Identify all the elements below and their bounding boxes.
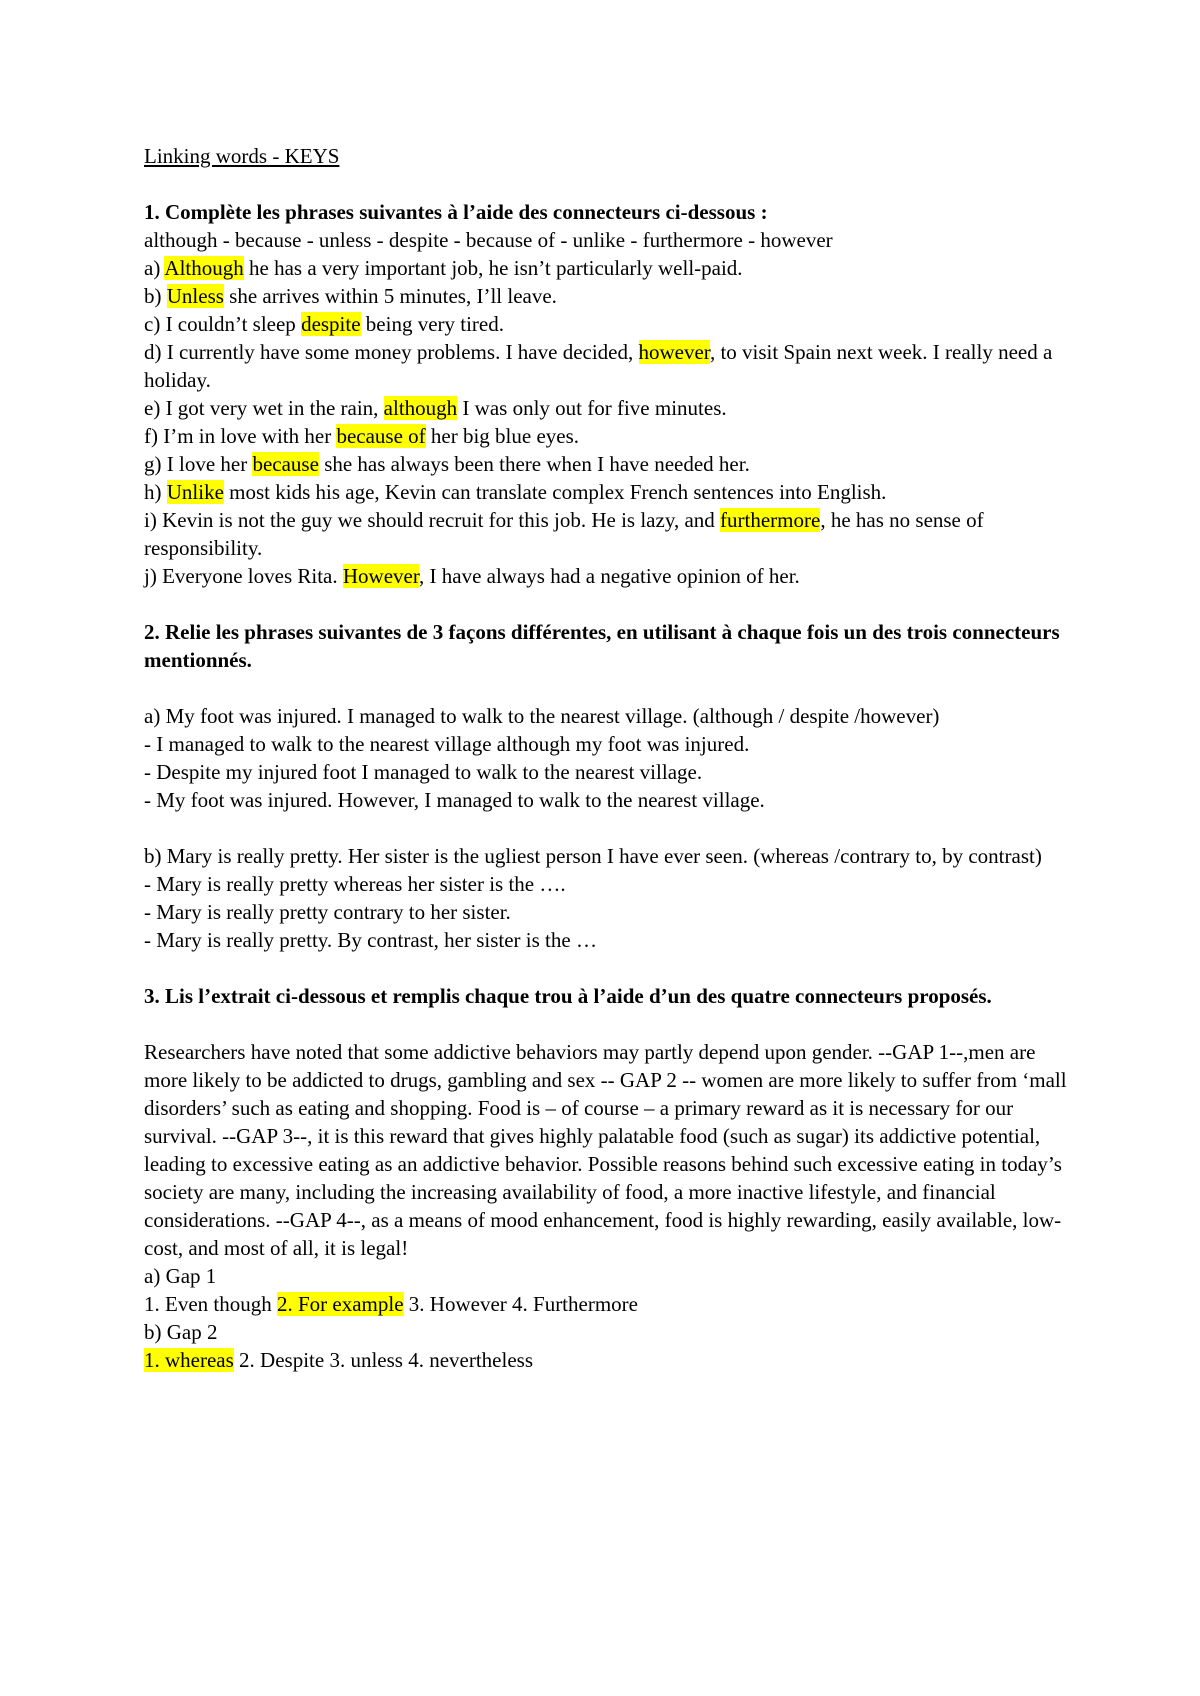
answer-j: j) Everyone loves Rita. However, I have always had a negative opinion of her. bbox=[144, 564, 800, 588]
connector-list: although - because - unless - despite - because of - unlike - furthermore - however bbox=[144, 228, 833, 252]
exercise-3 bbox=[144, 982, 1070, 1374]
exercise-1 bbox=[144, 198, 1070, 590]
exercise-1-answers bbox=[144, 254, 1070, 590]
exercise-2b bbox=[144, 842, 1070, 954]
exercise-2b-prompt: b) Mary is really pretty. Her sister is the ugliest person I have ever seen. (whereas /contrary to, by contrast) bbox=[144, 844, 1042, 868]
exercise-2 bbox=[144, 618, 1070, 954]
gap-2-options: 1. whereas 2. Despite 3. unless 4. nevertheless bbox=[144, 1348, 533, 1372]
answer-a: a) Although he has a very important job, he isn’t particularly well-paid. bbox=[144, 256, 743, 280]
answer-i: i) Kevin is not the guy we should recruit for this job. He is lazy, and furthermore, he has no sense of responsibility. bbox=[144, 508, 989, 560]
answer-g: g) I love her because she has always been there when I have needed her. bbox=[144, 452, 750, 476]
exercise-2-heading: 2. Relie les phrases suivantes de 3 façons différentes, en utilisant à chaque fois un des trois connecteurs mentionnés. bbox=[144, 620, 1060, 672]
answer-c: c) I couldn’t sleep despite being very tired. bbox=[144, 312, 504, 336]
reading-passage: Researchers have noted that some addictive behaviors may partly depend upon gender. --GAP 1--,men are more likely to be addicted to drugs, gambling and sex -- GAP 2 -- women are more likely to suffer from ‘mall disorders’ such as eating and shopping. Food is – of course – a primary reward as it is necessary for our survival. --GAP 3--, it is this reward that gives highly palatable food (such as sugar) its addictive potential, leading to excessive eating as an addictive behavior. Possible reasons behind such excessive eating in today’s society are many, including the increasing availability of food, a more inactive lifestyle, and financial considerations. --GAP 4--, as a means of mood enhancement, food is highly rewarding, easily available, low-cost, and most of all, it is legal! bbox=[144, 1040, 1067, 1260]
exercise-3-heading: 3. Lis l’extrait ci-dessous et remplis chaque trou à l’aide d’un des quatre connecteurs proposés. bbox=[144, 984, 992, 1008]
exercise-2b-answer-2: - Mary is really pretty contrary to her sister. bbox=[144, 900, 511, 924]
exercise-2b-answer-1: - Mary is really pretty whereas her sister is the …. bbox=[144, 872, 566, 896]
exercise-2a-answer-3: - My foot was injured. However, I managed to walk to the nearest village. bbox=[144, 788, 765, 812]
exercise-2a bbox=[144, 702, 1070, 814]
highlight: Unless bbox=[166, 284, 224, 308]
highlight: However bbox=[342, 564, 419, 588]
highlight: Unlike bbox=[166, 480, 224, 504]
exercise-2a-answer-1: - I managed to walk to the nearest village although my foot was injured. bbox=[144, 732, 750, 756]
highlight: because of bbox=[336, 424, 426, 448]
exercise-1-heading: 1. Complète les phrases suivantes à l’aide des connecteurs ci-dessous : bbox=[144, 200, 768, 224]
exercise-2a-answer-2: - Despite my injured foot I managed to walk to the nearest village. bbox=[144, 760, 703, 784]
highlight: because bbox=[252, 452, 319, 476]
answer-b: b) Unless she arrives within 5 minutes, I’ll leave. bbox=[144, 284, 557, 308]
highlight: 2. For example bbox=[276, 1292, 404, 1316]
answer-h: h) Unlike most kids his age, Kevin can translate complex French sentences into English. bbox=[144, 480, 887, 504]
document-title: Linking words - KEYS bbox=[144, 144, 340, 168]
highlight: Although bbox=[164, 256, 244, 280]
highlight: however bbox=[638, 340, 710, 364]
answer-f: f) I’m in love with her because of her big blue eyes. bbox=[144, 424, 580, 448]
gap-2-label: b) Gap 2 bbox=[144, 1320, 218, 1344]
answer-d: d) I currently have some money problems. I have decided, however, to visit Spain next week. I really need a holiday. bbox=[144, 340, 1058, 392]
gap-1-options: 1. Even though 2. For example 3. However 4. Furthermore bbox=[144, 1292, 638, 1316]
gap-1-label: a) Gap 1 bbox=[144, 1264, 217, 1288]
exercise-2a-prompt: a) My foot was injured. I managed to walk to the nearest village. (although / despite /however) bbox=[144, 704, 940, 728]
highlight: despite bbox=[301, 312, 361, 336]
answer-e: e) I got very wet in the rain, although I was only out for five minutes. bbox=[144, 396, 727, 420]
highlight: 1. whereas bbox=[144, 1348, 234, 1372]
exercise-2b-answer-3: - Mary is really pretty. By contrast, her sister is the … bbox=[144, 928, 597, 952]
highlight: furthermore bbox=[720, 508, 821, 532]
highlight: although bbox=[383, 396, 458, 420]
